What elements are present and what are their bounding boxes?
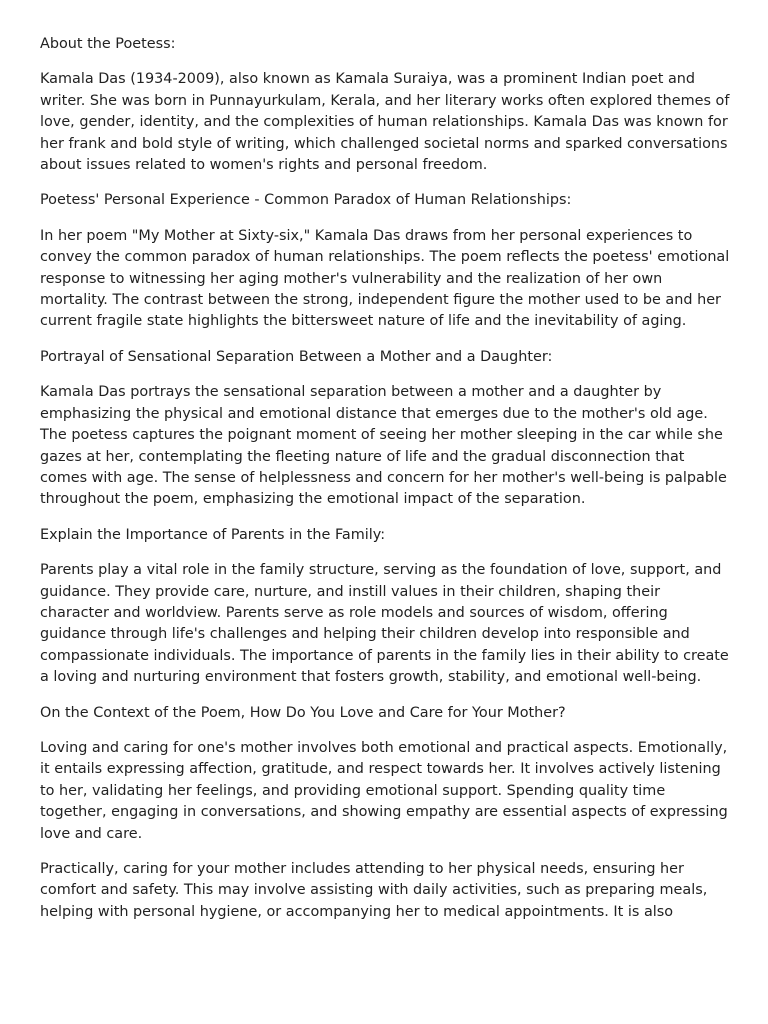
heading-personal-experience: Poetess' Personal Experience - Common Paradox of Human Relationships:: [40, 192, 572, 209]
paragraph-importance-of-parents: Parents play a vital role in the family structure, serving as the foundation of love, support, and guidance. They provide care, nurture, and instill values in their children, shaping their character and worldview. Parents serve as role models and sources of wisdom, offering guidance through life's challenges and helping their children develop into responsible and compassionate individuals. The importance of parents in the family lies in their ability to create a loving and nurturing environment that fosters growth, stability, and emotional well-being.: [40, 562, 729, 686]
paragraph-love-and-care-practical: Practically, caring for your mother includes attending to her physical needs, ensuring her comfort and safety. This may involve assisting with daily activities, such as preparing meals, helping with personal hygiene, or accompanying her to medical appointments. It is also: [40, 861, 708, 920]
document-page: [40, 34, 732, 937]
paragraph-love-and-care-emotional: Loving and caring for one's mother involves both emotional and practical aspects. Emotionally, it entails expressing affection, gratitude, and respect towards her. It involves actively listening to her, validating her feelings, and providing emotional support. Spending quality time together, engaging in conversations, and showing empathy are essential aspects of expressing love and care.: [40, 739, 728, 842]
paragraph-about-poetess: Kamala Das (1934-2009), also known as Kamala Suraiya, was a prominent Indian poet and writer. She was born in Punnayurkulam, Kerala, and her literary works often explored themes of love, gender, identity, and the complexities of human relationships. Kamala Das was known for her frank and bold style of writing, which challenged societal norms and sparked conversations about issues related to women's rights and personal freedom.: [40, 71, 730, 174]
paragraph-separation: Kamala Das portrays the sensational separation between a mother and a daughter by emphasizing the physical and emotional distance that emerges due to the mother's old age. The poetess captures the poignant moment of seeing her mother sleeping in the car while she gazes at her, contemplating the fleeting nature of life and the gradual disconnection that comes with age. The sense of helplessness and concern for her mother's well-being is palpable throughout the poem, emphasizing the emotional impact of the separation.: [40, 384, 727, 508]
heading-separation: Portrayal of Sensational Separation Between a Mother and a Daughter:: [40, 348, 553, 365]
paragraph-personal-experience: In her poem "My Mother at Sixty-six," Kamala Das draws from her personal experiences to convey the common paradox of human relationships. The poem reflects the poetess' emotional response to witnessing her aging mother's vulnerability and the realization of her own mortality. The contrast between the strong, independent figure the mother used to be and her current fragile state highlights the bittersweet nature of life and the inevitability of aging.: [40, 227, 730, 330]
heading-about-poetess: About the Poetess:: [40, 36, 176, 52]
heading-love-and-care: On the Context of the Poem, How Do You Love and Care for Your Mother?: [40, 704, 566, 721]
heading-importance-of-parents: Explain the Importance of Parents in the Family:: [40, 526, 386, 543]
